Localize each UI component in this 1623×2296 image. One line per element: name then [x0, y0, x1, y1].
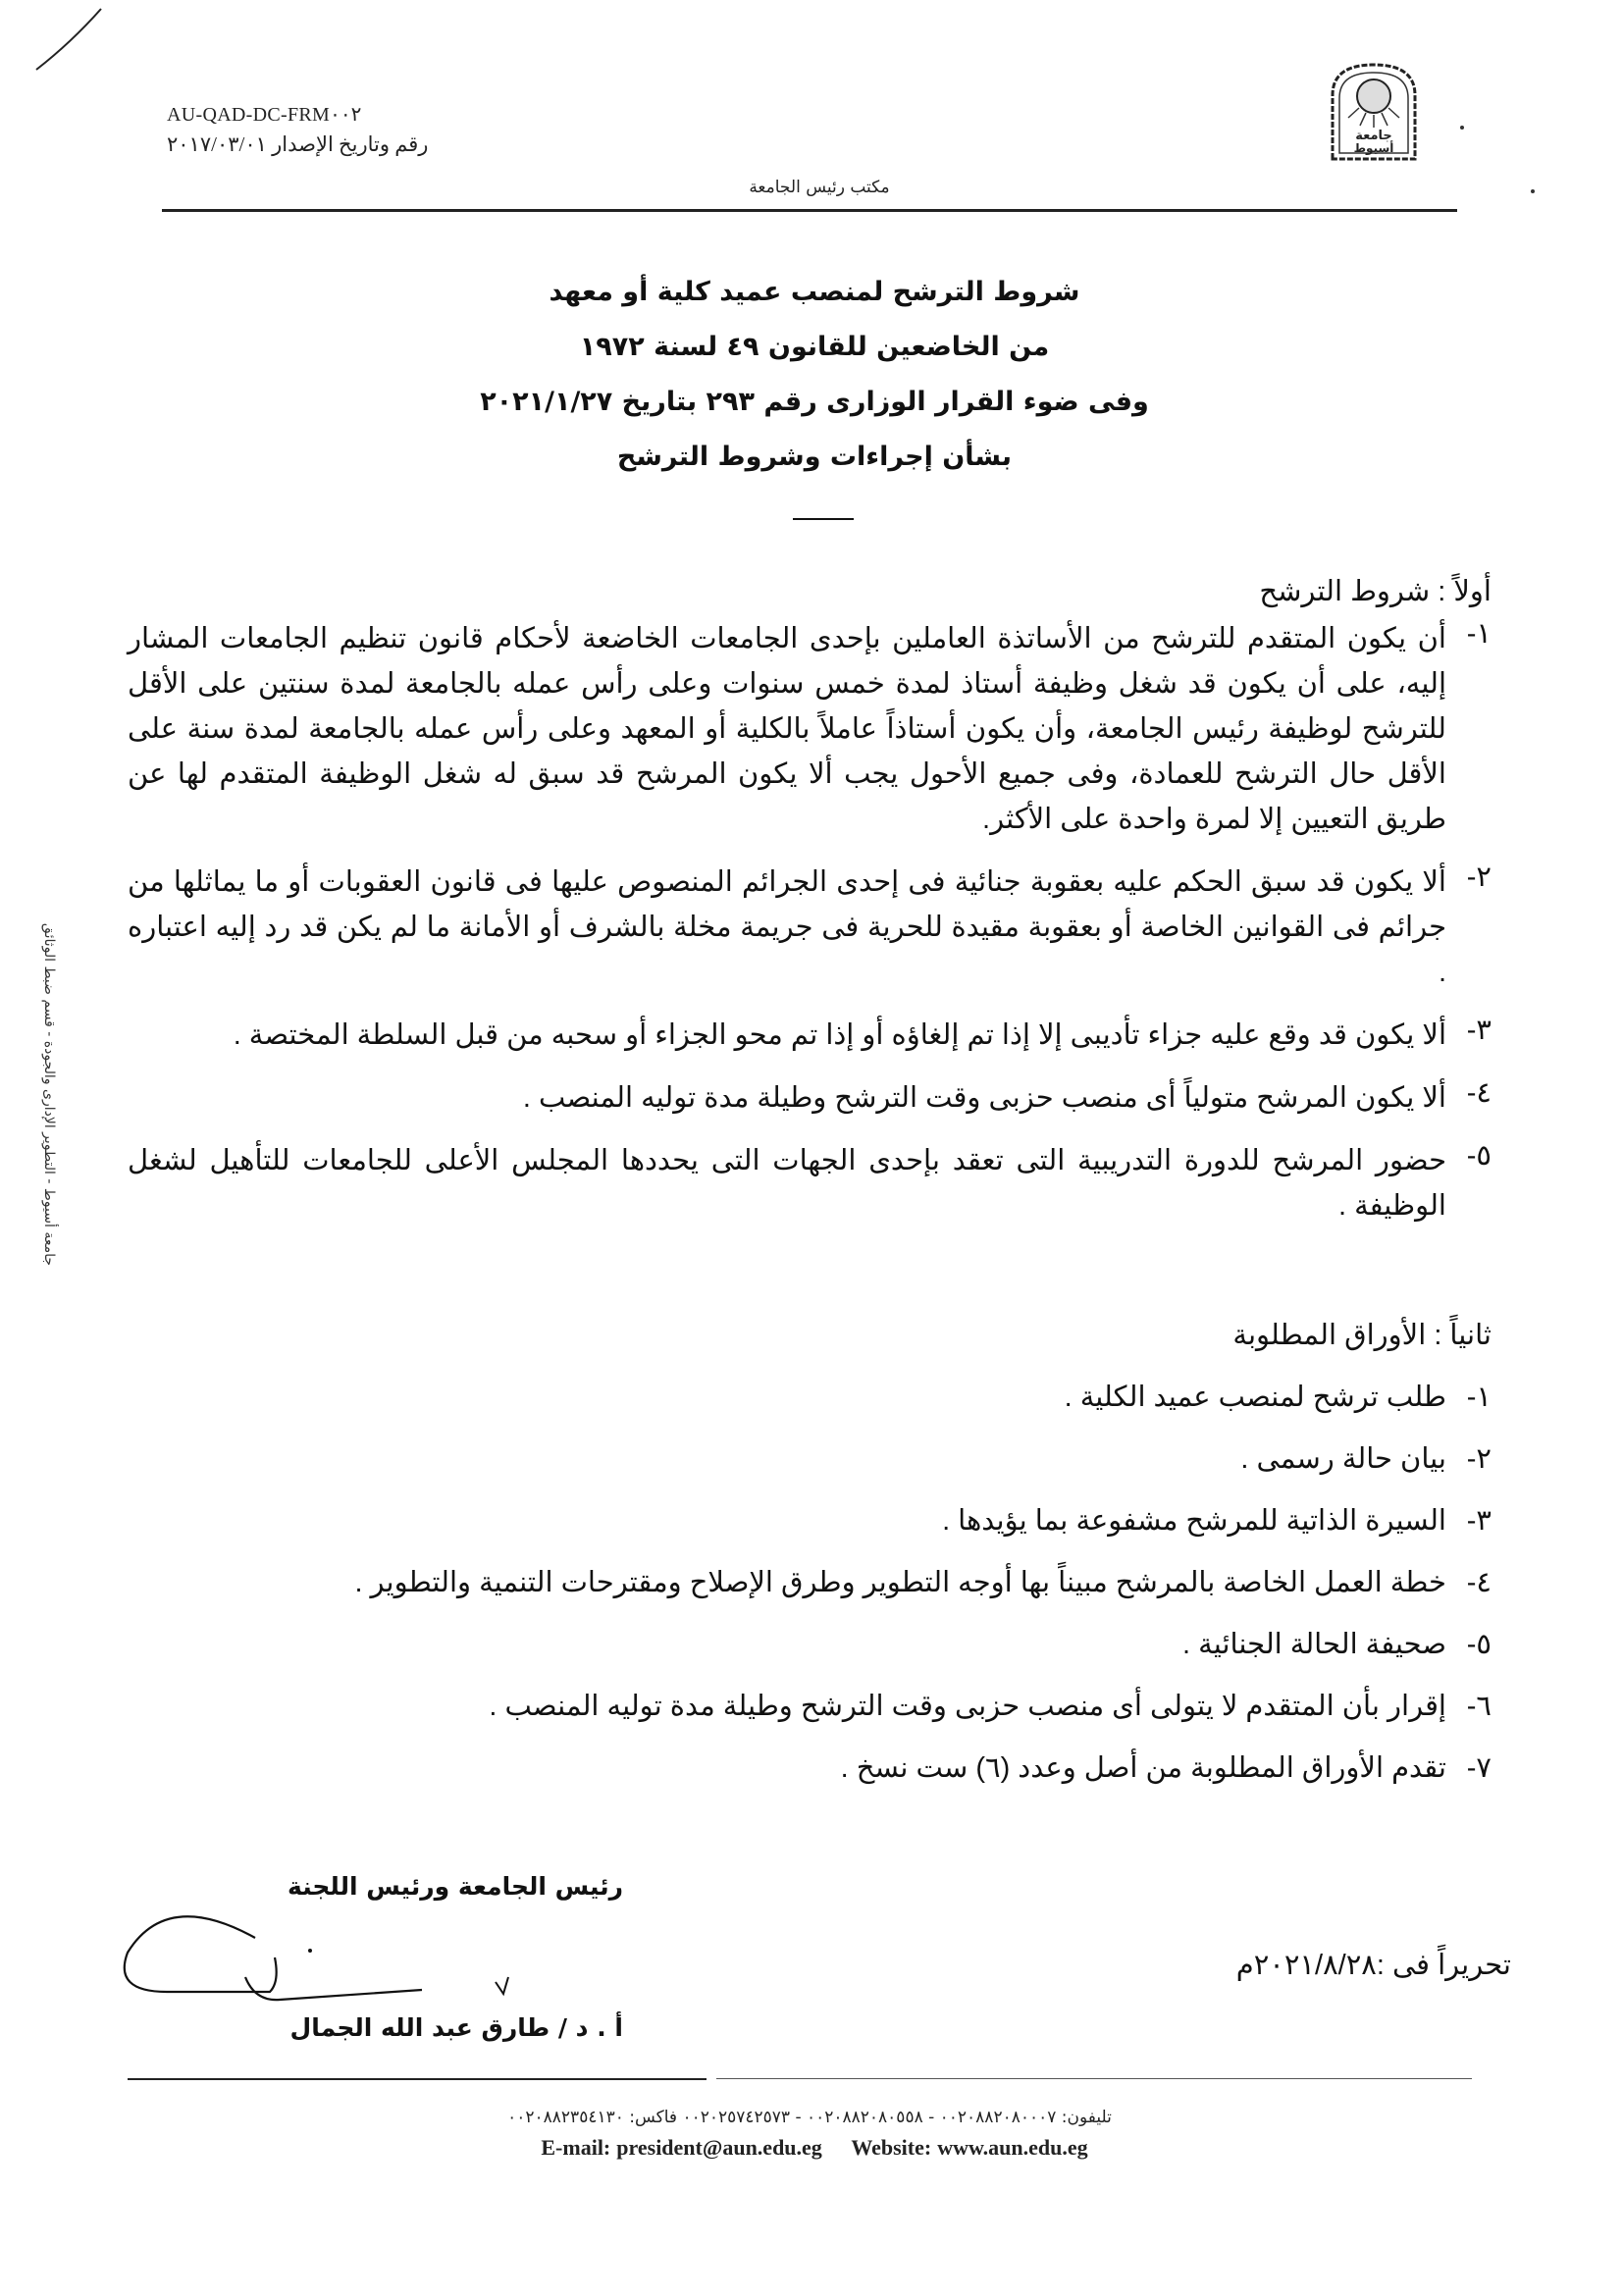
email-link[interactable]: president@aun.edu.eg	[616, 2135, 822, 2160]
svg-text:أسيوط: أسيوط	[1353, 141, 1394, 155]
item-text: طلب ترشح لمنصب عميد الكلية .	[1064, 1382, 1446, 1413]
university-logo-icon	[1325, 61, 1423, 164]
section-heading: أولاً : شروط الترشح	[1259, 576, 1492, 607]
item-number: ٧-	[1466, 1752, 1492, 1784]
item-text: حضور المرشح للدورة التدريبية التى تعقد بإحدى الجهات التى يحددها المجلس الأعلى للجامعات للتأهيل لشغل الوظيفة .	[128, 1145, 1446, 1222]
title-line-3: وفى ضوء القرار الوزارى رقم ٢٩٣ بتاريخ ٢٠٢١/١/٢٧	[480, 387, 1149, 417]
issue-date-line: تحريراً فى :٢٠٢١/٨/٢٨م	[1235, 1950, 1511, 1981]
document-item	[128, 1501, 1492, 1540]
item-number: ١-	[1466, 1382, 1492, 1413]
document-item	[128, 1748, 1492, 1788]
item-text: ألا يكون المرشح متولياً أى منصب حزبى وقت الترشح وطيلة مدة توليه المنصب .	[522, 1082, 1446, 1114]
pen-stroke-mark	[34, 5, 103, 74]
document-item	[128, 1378, 1492, 1417]
document-item	[128, 1563, 1492, 1602]
item-text: ألا يكون قد سبق الحكم عليه بعقوبة جنائية فى إحدى الجرائم المنصوص عليها فى قانون العقوبات أو ما يماثلها من جرائم فى القوانين الخاصة أو بعقوبة مقيدة للحرية فى جريمة مخلة بالشرف أو الأمانة ما لم يكن قد رد إليه اعتباره .	[128, 866, 1446, 988]
scan-speck	[1460, 126, 1464, 130]
title-line-2: من الخاضعين للقانون ٤٩ لسنة ١٩٧٢	[579, 332, 1050, 362]
signatory-title: رئيس الجامعة ورئيس اللجنة	[288, 1872, 623, 1901]
section-required-documents	[128, 1315, 1492, 1810]
signatory-name: أ . د / طارق عبد الله الجمال	[289, 2013, 623, 2042]
item-number: ٥-	[1466, 1140, 1492, 1172]
item-number: ٥-	[1466, 1629, 1492, 1660]
item-number: ٢-	[1466, 1443, 1492, 1475]
item-number: ٤-	[1466, 1567, 1492, 1598]
item-text: خطة العمل الخاصة بالمرشح مبيناً بها أوجه التطوير وطرق الإصلاح ومقترحات التنمية والتطوير .	[354, 1567, 1446, 1598]
website-link[interactable]: www.aun.edu.eg	[937, 2135, 1088, 2160]
title-underline	[793, 518, 854, 520]
header-divider	[162, 209, 1457, 212]
email-label: E-mail:	[541, 2135, 611, 2160]
item-text: تقدم الأوراق المطلوبة من أصل وعدد (٦) ست نسخ .	[840, 1752, 1446, 1784]
document-item	[128, 1687, 1492, 1726]
item-number: ٣-	[1466, 1015, 1492, 1046]
item-number: ١-	[1466, 618, 1492, 650]
item-text: إقرار بأن المتقدم لا يتولى أى منصب حزبى وقت الترشح وطيلة مدة توليه المنصب .	[489, 1691, 1446, 1722]
side-document-control-stamp: جامعة أسيوط - التطوير الإدارى والجودة - قسم ضبط الوثائق	[41, 922, 57, 1266]
item-text: السيرة الذاتية للمرشح مشفوعة بما يؤيدها .	[942, 1505, 1446, 1537]
contact-web	[373, 2135, 1256, 2161]
item-text: صحيفة الحالة الجنائية .	[1182, 1629, 1446, 1660]
item-number: ٢-	[1466, 861, 1492, 893]
document-item	[128, 1625, 1492, 1664]
item-number: ٣-	[1466, 1505, 1492, 1537]
item-text: أن يكون المتقدم للترشح من الأساتذة العاملين بإحدى الجامعات الخاضعة لأحكام قانون تنظيم الجامعات المشار إليه، على أن يكون قد شغل وظيفة أستاذ لمدة خمس سنوات وعلى رأس عمله بالجامعة لمدة سنتين على الأقل للترشح لوظيفة رئيس الجامعة، وأن يكون أستاذاً عاملاً بالكلية أو المعهد وعلى رأس عمله بالجامعة لمدة سنة على الأقل حال الترشح للعمادة، وفى جميع الأحول يجب ألا يكون المرشح قد سبق له شغل الوظيفة المتقدم لها عن طريق التعيين إلا لمرة واحدة على الأكثر.	[128, 623, 1446, 835]
footer-divider	[716, 2078, 1472, 2079]
title-line-4: بشأن إجراءات وشروط الترشح	[616, 442, 1013, 472]
document-title	[324, 265, 1305, 485]
fax-label: فاكس:	[629, 2108, 678, 2127]
item-text: ألا يكون قد وقع عليه جزاء تأديبى إلا إذا تم إلغاؤه أو إذا تم محو الجزاء أو سحبه من قبل السلطة المختصة .	[233, 1019, 1446, 1051]
form-code: AU-QAD-DC-FRM٠٠٢	[167, 104, 362, 126]
office-label: مكتب رئيس الجامعة	[749, 178, 890, 197]
document-item	[128, 1439, 1492, 1479]
signature-block	[191, 1869, 623, 2046]
section-nomination-conditions	[128, 571, 1492, 1236]
condition-item	[128, 860, 1492, 995]
item-text: بيان حالة رسمى .	[1240, 1443, 1446, 1475]
issue-number-date	[167, 132, 428, 157]
item-number: ٦-	[1466, 1691, 1492, 1722]
website-label: Website:	[851, 2135, 932, 2160]
condition-item	[128, 1013, 1492, 1058]
item-number: ٤-	[1466, 1077, 1492, 1109]
footer-divider	[128, 2078, 707, 2080]
condition-item	[128, 616, 1492, 842]
contact-phones	[339, 2108, 1281, 2127]
condition-item	[128, 1075, 1492, 1121]
svg-text:جامعة: جامعة	[1355, 129, 1392, 143]
fax-number: ٠٠٢٠٨٨٢٣٥٤١٣٠	[507, 2108, 624, 2127]
section-heading: ثانياً : الأوراق المطلوبة	[1232, 1320, 1492, 1351]
phone-label: تليفون:	[1061, 2108, 1112, 2127]
condition-item	[128, 1138, 1492, 1228]
issue-label: رقم وتاريخ الإصدار	[272, 132, 429, 156]
title-line-1: شروط الترشح لمنصب عميد كلية أو معهد	[549, 277, 1080, 307]
issue-date: ٢٠١٧/٠٣/٠١	[167, 132, 267, 156]
phone-numbers: ٠٠٢٠٨٨٢٠٨٠٠٠٧ - ٠٠٢٠٨٨٢٠٨٠٥٥٨ - ٠٠٢٠٢٥٧٤٢٥٧٣	[682, 2108, 1057, 2127]
scan-speck	[1531, 189, 1535, 193]
